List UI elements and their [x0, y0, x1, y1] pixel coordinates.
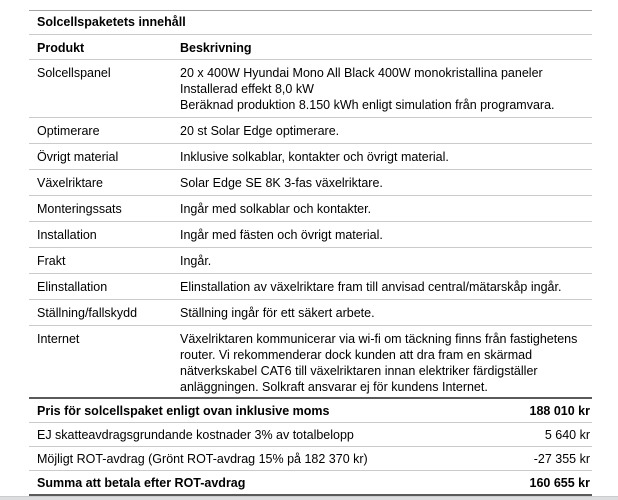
product-cell: Monteringssats — [37, 202, 122, 216]
description-cell — [180, 253, 592, 269]
description-line: nätverkskabel CAT6 till växelriktaren innan elektriker färdigställer — [180, 364, 538, 378]
product-cell: Solcellspanel — [37, 66, 111, 80]
summary-amount: 160 655 kr — [529, 476, 590, 490]
description-line: Elinstallation av växelriktare fram till anvisad central/mätarskåp ingår. — [180, 280, 562, 294]
page-bottom-edge — [0, 496, 618, 500]
description-line: Beräknad produktion 8.150 kWh enligt simulation från programvara. — [180, 98, 555, 112]
description-line: 20 st Solar Edge optimerare. — [180, 124, 340, 138]
table-row — [29, 144, 592, 170]
summary-amount: 5 640 kr — [544, 428, 590, 442]
summary-row — [29, 447, 592, 471]
table-row — [29, 170, 592, 196]
product-cell: Växelriktare — [37, 176, 103, 190]
description-line: Växelriktaren kommunicerar via wi-fi om täckning finns från fastighetens — [180, 332, 578, 346]
description-cell — [180, 175, 592, 191]
description-line: Ingår. — [180, 254, 212, 268]
summary-row — [29, 399, 592, 423]
product-cell: Installation — [37, 228, 97, 242]
table-title: Solcellspaketets innehåll — [29, 10, 592, 35]
table-row — [29, 326, 592, 397]
description-cell — [180, 65, 592, 113]
table-row — [29, 248, 592, 274]
table-row — [29, 300, 592, 326]
summary-rows — [29, 397, 592, 496]
table-row — [29, 274, 592, 300]
column-header-produkt: Produkt — [37, 41, 85, 55]
solar-package-table — [29, 10, 592, 496]
table-row — [29, 196, 592, 222]
summary-amount: -27 355 kr — [533, 452, 590, 466]
product-cell: Övrigt material — [37, 150, 119, 164]
summary-label: Möjligt ROT-avdrag (Grönt ROT-avdrag 15% på 182 370 kr) — [37, 452, 368, 466]
product-cell: Internet — [37, 332, 80, 346]
description-line: anläggningen. Solkraft ansvarar ej för kundens Internet. — [180, 380, 488, 394]
summary-label: Pris för solcellspaket enligt ovan inklusive moms — [37, 404, 330, 418]
description-line: Ingår med solkablar och kontakter. — [180, 202, 372, 216]
table-header — [29, 35, 592, 60]
summary-label: EJ skatteavdragsgrundande kostnader 3% av totalbelopp — [37, 428, 354, 442]
table-row — [29, 118, 592, 144]
description-line: Ingår med fästen och övrigt material. — [180, 228, 383, 242]
description-line: Solar Edge SE 8K 3-fas växelriktare. — [180, 176, 383, 190]
description-line: Installerad effekt 8,0 kW — [180, 82, 314, 96]
summary-row — [29, 423, 592, 447]
summary-amount: 188 010 kr — [529, 404, 590, 418]
description-cell — [180, 279, 592, 295]
description-cell — [180, 331, 592, 395]
product-cell: Ställning/fallskydd — [37, 306, 138, 320]
summary-row — [29, 471, 592, 496]
description-line: 20 x 400W Hyundai Mono All Black 400W monokristallina paneler — [180, 66, 543, 80]
description-cell — [180, 123, 592, 139]
product-cell: Elinstallation — [37, 280, 108, 294]
description-cell — [180, 201, 592, 217]
description-line: Ställning ingår för ett säkert arbete. — [180, 306, 375, 320]
table-row — [29, 222, 592, 248]
product-rows — [29, 60, 592, 397]
description-cell — [180, 149, 592, 165]
description-line: Inklusive solkablar, kontakter och övrigt material. — [180, 150, 449, 164]
summary-label: Summa att betala efter ROT-avdrag — [37, 476, 246, 490]
product-cell: Optimerare — [37, 124, 100, 138]
column-header-beskrivning: Beskrivning — [180, 41, 252, 55]
description-cell — [180, 227, 592, 243]
product-cell: Frakt — [37, 254, 66, 268]
description-line: router. Vi rekommenderar dock kunden att dra fram en skärmad — [180, 348, 533, 362]
description-cell — [180, 305, 592, 321]
table-row — [29, 60, 592, 118]
